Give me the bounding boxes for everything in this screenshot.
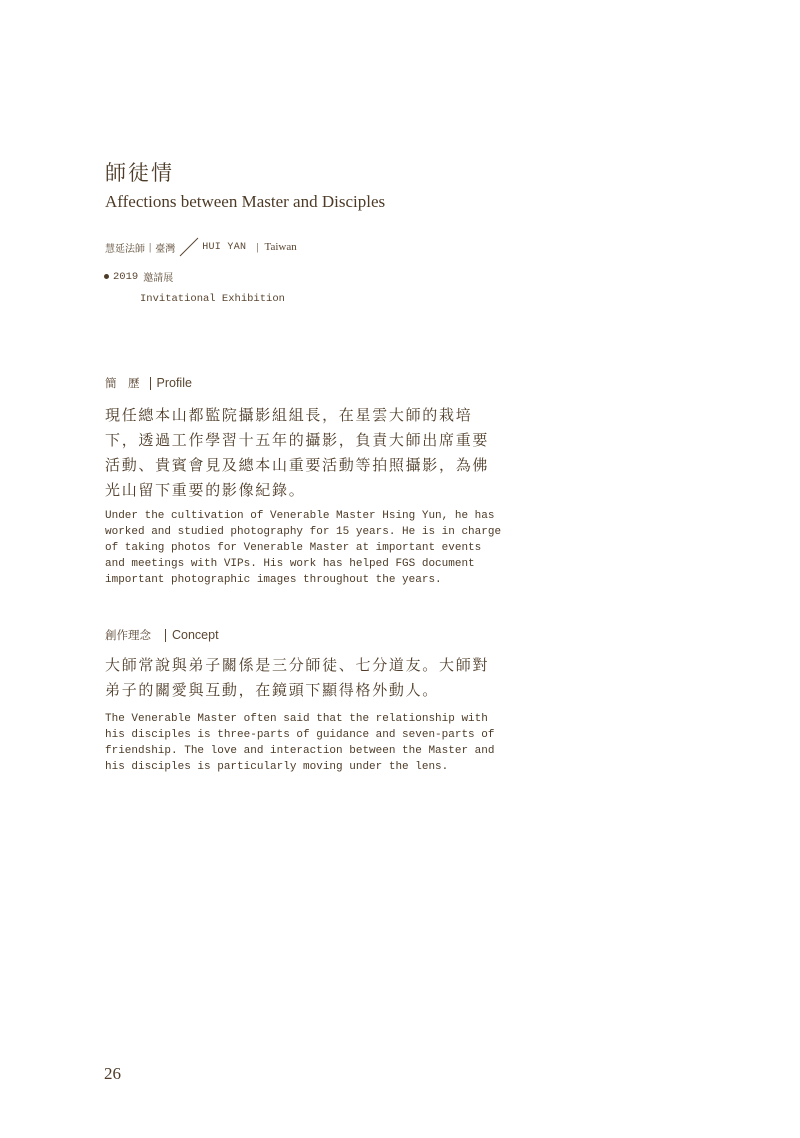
title-en: Affections between Master and Disciples	[105, 192, 386, 211]
text-line: his disciples is three-parts of guidance and seven-parts of	[105, 729, 495, 741]
profile-body-zh	[105, 403, 490, 503]
text-line: The Venerable Master often said that the relationship with	[105, 713, 488, 725]
byline-separator-2: |	[256, 241, 259, 253]
exhibition-label-en: Invitational Exhibition	[140, 293, 285, 305]
text-line: 光山留下重要的影像紀錄。	[105, 481, 306, 499]
concept-heading-zh: 創作理念	[105, 628, 151, 642]
title-zh: 師徒情	[105, 161, 174, 185]
text-line: Under the cultivation of Venerable Master Hsing Yun, he has	[105, 510, 495, 522]
text-line: 弟子的關愛與互動，在鏡頭下顯得格外動人。	[105, 681, 440, 699]
text-line: worked and studied photography for 15 years. He is in charge	[105, 526, 502, 538]
slash-divider-icon	[178, 236, 200, 258]
text-line: 現任總本山都監院攝影組組長，在星雲大師的栽培	[105, 406, 473, 424]
bullet-dot-icon	[104, 274, 109, 279]
text-line: his disciples is particularly moving under the lens.	[105, 761, 449, 773]
heading-divider	[150, 377, 151, 390]
text-line: of taking photos for Venerable Master at important events	[105, 542, 482, 554]
profile-body-en	[105, 508, 501, 588]
profile-heading-en: Profile	[156, 376, 192, 390]
byline-separator: |	[149, 241, 152, 253]
artist-name-zh: 慧延法師	[105, 243, 145, 255]
country-en: Taiwan	[264, 241, 297, 253]
concept-heading-en: Concept	[172, 628, 219, 642]
artist-name-en: HUI YAN	[202, 241, 247, 253]
byline	[105, 236, 297, 258]
text-line: 活動、貴賓會見及總本山重要活動等拍照攝影，為佛	[105, 456, 490, 474]
exhibition-year: 2019	[113, 270, 139, 283]
page-number: 26	[104, 1064, 121, 1083]
profile-heading	[105, 375, 192, 391]
concept-body-zh	[105, 653, 490, 703]
profile-heading-zh: 簡 歷	[105, 376, 140, 390]
text-line: important photographic images throughout the years.	[105, 574, 442, 586]
concept-heading	[105, 627, 219, 643]
heading-divider	[165, 629, 166, 642]
exhibition-info	[104, 269, 285, 305]
text-line: and meetings with VIPs. His work has helped FGS document	[105, 558, 475, 570]
text-line: 大師常說與弟子關係是三分師徒、七分道友。大師對	[105, 656, 490, 674]
exhibition-label-zh: 邀請展	[143, 273, 174, 284]
text-line: 下，透過工作學習十五年的攝影，負責大師出席重要	[105, 431, 490, 449]
country-zh: 臺灣	[155, 243, 176, 255]
concept-body-en	[105, 711, 494, 775]
text-line: friendship. The love and interaction between the Master and	[105, 745, 495, 757]
